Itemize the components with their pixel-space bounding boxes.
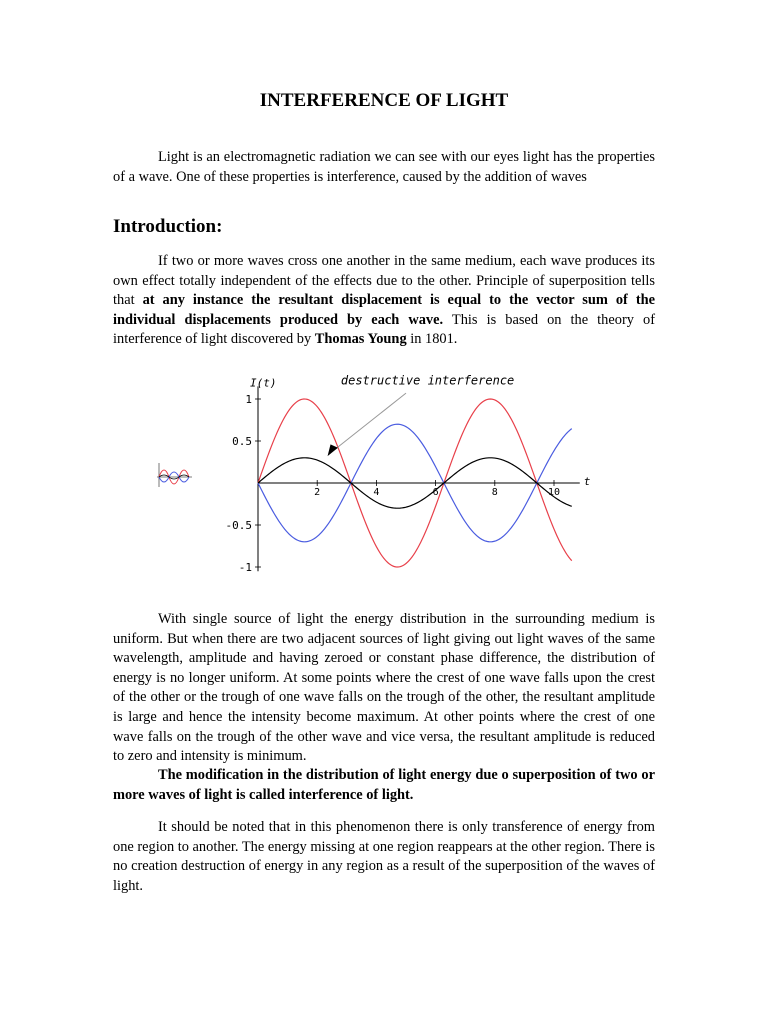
- annotation-label: destructive interference: [340, 373, 515, 388]
- p2-bold-name: Thomas Young: [314, 331, 407, 348]
- y-axis-label: I(t): [250, 376, 277, 390]
- x-axis-label: t: [583, 475, 591, 488]
- p2-text-2: This is based on the theory of interference of light discovered by: [113, 311, 655, 348]
- definition-paragraph: [113, 766, 655, 805]
- conservation-paragraph: [113, 818, 655, 896]
- annotation-arrow-line: [335, 393, 406, 449]
- energy-paragraph: [113, 610, 655, 767]
- x-tick-label: 2: [314, 487, 321, 498]
- intro-text: Light is an electromagnetic radiation we can see with our eyes light has the properties of a wave. One of these properties is interference, caused by the addition of waves: [113, 149, 655, 185]
- p5-text: It should be noted that in this phenomenon there is only transference of energy from one region to another. The energy missing at one region reappears at the other region. There is no creation destruction of energy in any region as a result of the superposition of the waves of light.: [113, 819, 655, 894]
- y-tick-label: -0.5: [225, 519, 252, 532]
- p2-text-1: If two or more waves cross one another in the same medium, each wave produces its own effect totally independent of the effects due to the other. Principle of superposition tells that: [113, 253, 655, 309]
- chart-labels: [226, 374, 591, 574]
- x-tick-label: 8: [491, 487, 498, 498]
- p3-text: With single source of light the energy distribution in the surrounding medium is uniform. But when there are two adjacent sources of light giving out light waves of the same wavelength, amplitude and having zeroed or constant phase difference, the distribution of energy is no longer uniform. At some points where the crest of one wave falls upon the crest of the other or the trough of one wave falls on the trough of the other, the resultant amplitude is large and hence the intensity become maximum. At other points where the crest of one wave falls on the trough of the other wave and vice versa, the resultant amplitude is reduced to zero and intensity is minimum.: [113, 611, 655, 765]
- p2-bold-1: at any instance the resultant displacement is equal to the vector sum of the individual displacements produced by each wave.: [113, 292, 655, 328]
- x-tick-label: 6: [432, 487, 439, 498]
- superposition-paragraph: [113, 252, 655, 350]
- document-title: INTERFERENCE OF LIGHT: [259, 90, 509, 111]
- p2-text-3: in 1801.: [406, 331, 458, 348]
- thumbnail-icon: [157, 463, 192, 487]
- y-tick-label: 0.5: [232, 435, 252, 448]
- y-tick-label: -1: [238, 561, 252, 574]
- interference-figure: [150, 365, 610, 580]
- annotation-arrowhead: [328, 444, 338, 456]
- p4-text: The modification in the distribution of light energy due o superposition of two or more waves of light is called interference of light.: [113, 767, 655, 803]
- intro-paragraph: [113, 148, 655, 187]
- x-tick-label: 4: [373, 487, 380, 498]
- section-heading: Introduction:: [113, 216, 223, 237]
- y-tick-label: 1: [245, 393, 252, 406]
- x-tick-label: 10: [547, 487, 561, 498]
